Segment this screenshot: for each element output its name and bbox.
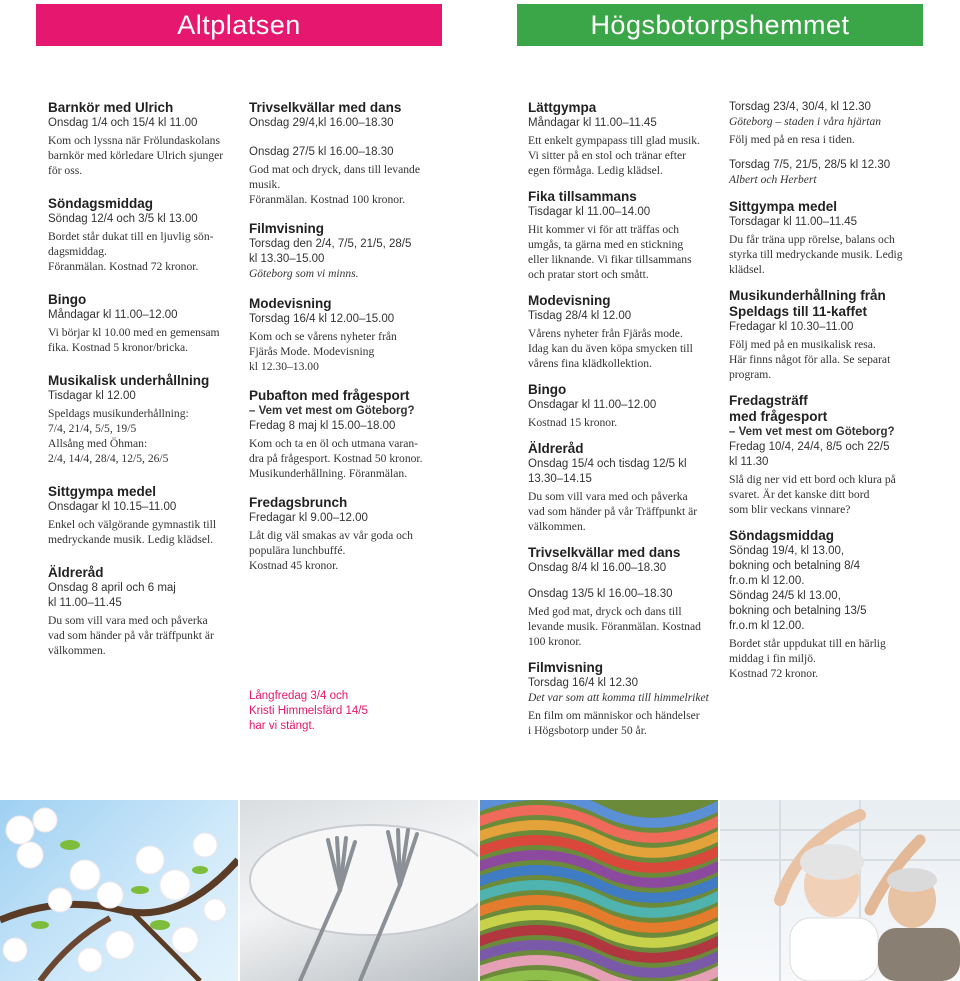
event-block [528,660,724,738]
forks-photo [240,800,478,981]
event-subtitle: – Vem vet mest om Göteborg? [729,426,895,438]
event-title: Söndagsmiddag [48,196,154,211]
description-line: Här finns något för alla. Se separat [729,353,891,366]
event-schedule: Tisdag 28/4 kl 12.00 [528,310,632,322]
event-description [48,613,244,658]
description-line: Kostnad 72 kronor. [729,667,819,680]
event-subtitle: – Vem vet mest om Göteborg? [249,405,415,417]
event-schedule: Måndagar kl 11.00–12.00 [48,309,178,321]
event-schedule: Torsdag 16/4 kl 12.00–15.00 [249,313,395,325]
description-line: välkommen. [48,644,106,657]
event-description [249,162,445,207]
event-block [729,100,929,147]
description-line: Vi sitter på en stol och tränar efter [528,149,687,162]
event-schedule: bokning och betalning 13/5 [729,605,867,617]
event-title: med frågesport [729,409,828,424]
description-line: Allsång med Öhman: [48,437,148,450]
description-line: populära lunchbuffé. [249,544,346,557]
column-altplatsen-1 [48,100,244,676]
description-line: välkommen. [528,520,586,533]
event-title: Barnkör med Ulrich [48,100,174,115]
event-block [729,288,929,382]
event-schedule: 13.30–14.15 [528,473,592,485]
event-block [528,100,724,178]
description-line: dra på frågesport. Kostnad 50 kronor. [249,452,423,465]
description-line: Följ med på en musikalisk resa. [729,338,876,351]
event-block [528,441,724,534]
event-schedule: Torsdag 16/4 kl 12.30 [528,677,638,689]
description-line: Idag kan du även köpa smycken till [528,342,693,355]
event-schedule: Onsdag 13/5 kl 16.00–18.30 [528,588,673,600]
description-line: vårens fina klädkollektion. [528,357,652,370]
event-block [729,393,929,517]
description-line: Kom och lyssna när Frölundaskolans [48,134,220,147]
event-schedule: Onsdag 1/4 och 15/4 kl 11.00 [48,117,198,129]
description-line: Vårens nyheter från Fjärås mode. [528,327,683,340]
description-line: En film om människor och händelser [528,709,700,722]
event-description [48,133,244,178]
description-line: levande musik. Föranmälan. Kostnad [528,620,701,633]
event-block [48,292,244,355]
event-block [528,293,724,371]
description-line: dagsmiddag. [48,245,107,258]
event-schedule: Söndag 12/4 och 3/5 kl 13.00 [48,213,198,225]
event-schedule: bokning och betalning 8/4 [729,560,861,572]
description-line: Enkel och välgörande gymnastik till [48,518,217,531]
event-schedule: Onsdagar kl 11.00–12.00 [528,399,657,411]
event-title: Musikalisk underhållning [48,373,210,388]
event-schedule: kl 13.30–15.00 [249,253,325,265]
description-line: för oss. [48,164,83,177]
description-line: Föranmälan. Kostnad 72 kronor. [48,260,199,273]
event-schedule: kl 11.30 [729,456,769,468]
description-line: Kostnad 15 kronor. [528,416,618,429]
event-title: Bingo [528,382,567,397]
description-line: Ett enkelt gympapass till glad musik. [528,134,700,147]
event-block [48,565,244,658]
event-description [48,517,244,547]
event-description [729,472,929,517]
closed-notice-line: har vi stängt. [249,720,315,732]
description-line: Kom och se vårens nyheter från [249,330,397,343]
event-block [249,145,445,207]
description-line: umgås, ta gärna med en stickning [528,238,684,251]
event-description [528,415,724,430]
description-line: egen förmåga. Ledig klädsel. [528,164,663,177]
description-line: Bordet står dukat till en ljuvlig sön- [48,230,214,243]
banner-altplatsen [36,4,442,46]
description-line: klädsel. [729,263,765,276]
event-schedule: Fredag 8 maj kl 15.00–18.00 [249,420,396,432]
banner-title: Högsbotorpshemmet [590,9,850,40]
event-block [528,545,724,576]
event-description [528,708,724,738]
description-line: och pratar stort och smått. [528,268,649,281]
event-title: Filmvisning [249,221,325,236]
event-block [249,221,445,282]
event-title: Trivselkvällar med dans [249,100,402,115]
description-line: Fjärås Mode. Modevisning [249,345,375,358]
event-title: Trivselkvällar med dans [528,545,681,560]
description-line: Kostnad 45 kronor. [249,559,339,572]
event-title: Filmvisning [528,660,604,675]
event-description [528,489,724,534]
event-schedule: Onsdag 29/4,kl 16.00–18.30 [249,117,394,129]
event-block [249,100,445,131]
event-film-title: Albert och Herbert [729,174,817,186]
banner-title: Altplatsen [177,9,301,40]
description-line: Kom och ta en öl och utmana varan- [249,437,419,450]
banner-hogsbotorpshemmet [517,4,923,46]
event-block [48,196,244,274]
event-schedule: fr.o.m kl 12.00. [729,575,805,587]
event-block [528,382,724,430]
description-line: styrka till medryckande musik. Ledig [729,248,903,261]
column-hogsbotorp-1 [528,100,724,749]
event-title: Bingo [48,292,87,307]
event-description [249,528,445,573]
description-line: eller liknande. Vi fikar tillsammans [528,253,692,266]
event-title: Lättgympa [528,100,597,115]
event-block [729,528,929,681]
description-line: medryckande musik. Ledig klädsel. [48,533,214,546]
event-description [528,604,724,649]
description-line: Följ med på en resa i tiden. [729,133,855,146]
event-schedule: Torsdag den 2/4, 7/5, 21/5, 28/5 [249,238,412,250]
event-title: Söndagsmiddag [729,528,835,543]
event-film-title: Göteborg – staden i våra hjärtan [729,116,881,128]
yarn-photo [480,800,718,981]
event-title: Äldreråd [48,565,104,580]
description-line: Du som vill vara med och påverka [48,614,208,627]
description-line: musik. [249,178,281,191]
event-title: Äldreråd [528,441,584,456]
event-schedule: kl 11.00–11.45 [48,597,122,609]
event-description [249,329,445,374]
closed-notice-line: Långfredag 3/4 och [249,690,349,702]
event-schedule: Söndag 19/4, kl 13.00, [729,545,845,557]
event-title: Musikunderhållning från [729,288,886,303]
description-line: Vi börjar kl 10.00 med en gemensam [48,326,220,339]
description-line: Slå dig ner vid ett bord och klura på [729,473,896,486]
description-line: 100 kronor. [528,635,582,648]
event-schedule: Fredag 10/4, 24/4, 8/5 och 22/5 [729,441,890,453]
description-line: Föranmälan. Kostnad 100 kronor. [249,193,406,206]
event-schedule: Tisdagar kl 11.00–14.00 [528,206,651,218]
column-altplatsen-2 [249,100,445,587]
event-description [528,326,724,371]
event-block [48,484,244,547]
event-schedule: Onsdag 15/4 och tisdag 12/5 kl [528,458,687,470]
description-line: 7/4, 21/4, 5/5, 19/5 [48,422,137,435]
description-line: barnkör med körledare Ulrich sjunger [48,149,224,162]
event-block [249,495,445,573]
event-schedule: Fredagar kl 10.30–11.00 [729,321,854,333]
seniors-exercise-photo [720,800,960,981]
description-line: vad som händer på vår Träffpunkt är [528,505,698,518]
description-line: kl 12.30–13.00 [249,360,319,373]
event-schedule: Torsdag 7/5, 21/5, 28/5 kl 12.30 [729,159,891,171]
event-block [249,296,445,374]
event-title: Fika tillsammans [528,189,637,204]
event-description [48,229,244,274]
description-line: i Högsbotorp under 50 år. [528,724,647,737]
event-film-title: Det var som att komma till himmelriket [528,692,709,704]
event-block [528,587,724,649]
event-block [48,373,244,466]
description-line: Musikunderhållning. Föranmälan. [249,467,408,480]
event-block [729,199,929,277]
blossom-photo [0,800,238,981]
description-line: 2/4, 14/4, 28/4, 12/5, 26/5 [48,452,169,465]
event-title: Fredagsbrunch [249,495,348,510]
event-schedule: Onsdag 27/5 kl 16.00–18.30 [249,146,394,158]
description-line: Bordet står uppdukat till en härlig [729,637,886,650]
event-block [48,100,244,178]
description-line: Du som vill vara med och påverka [528,490,688,503]
description-line: Du får träna upp rörelse, balans och [729,233,895,246]
closed-notice [249,689,449,734]
description-line: Med god mat, dryck och dans till [528,605,682,618]
event-schedule: fr.o.m kl 12.00. [729,620,805,632]
event-schedule: Söndag 24/5 kl 13.00, [729,590,841,602]
event-description [729,132,929,147]
description-line: vad som händer på vår träffpunkt är [48,629,214,642]
event-description [729,337,929,382]
event-title: Modevisning [528,293,611,308]
event-schedule: Fredagar kl 9.00–12.00 [249,512,368,524]
event-title: Fredagsträff [729,393,808,408]
description-line: program. [729,368,772,381]
event-description [48,325,244,355]
event-description [528,133,724,178]
event-title: Modevisning [249,296,332,311]
event-schedule: Torsdag 23/4, 30/4, kl 12.30 [729,101,871,113]
event-title: Pubafton med frågesport [249,388,410,403]
event-schedule: Onsdag 8 april och 6 maj [48,582,176,594]
description-line: Låt dig väl smakas av vår goda och [249,529,413,542]
description-line: Hit kommer vi för att träffas och [528,223,680,236]
description-line: God mat och dryck, dans till levande [249,163,420,176]
event-description [729,636,929,681]
event-description [729,232,929,277]
event-description [528,222,724,282]
event-block [249,388,445,481]
event-block [528,189,724,282]
photo-strip [0,800,960,981]
description-line: svaret. Är det kanske ditt bord [729,488,870,501]
description-line: Speldags musikunderhållning: [48,407,189,420]
event-schedule: Torsdagar kl 11.00–11.45 [729,216,858,228]
event-schedule: Tisdagar kl 12.00 [48,390,136,402]
event-schedule: Onsdag 8/4 kl 16.00–18.30 [528,562,667,574]
column-hogsbotorp-2 [729,100,929,692]
event-title: Sittgympa medel [48,484,157,499]
event-title: Sittgympa medel [729,199,838,214]
event-schedule: Onsdagar kl 10.15–11.00 [48,501,177,513]
event-film-title: Göteborg som vi minns. [249,268,359,280]
event-title: Speldags till 11-kaffet [729,304,868,319]
event-block [729,158,929,188]
description-line: fika. Kostnad 5 kronor/bricka. [48,341,189,354]
closed-notice-line: Kristi Himmelsfärd 14/5 [249,705,368,717]
event-schedule: Måndagar kl 11.00–11.45 [528,117,657,129]
event-description [249,436,445,481]
event-description [48,406,244,466]
description-line: som blir veckans vinnare? [729,503,851,516]
description-line: middag i fin miljö. [729,652,816,665]
